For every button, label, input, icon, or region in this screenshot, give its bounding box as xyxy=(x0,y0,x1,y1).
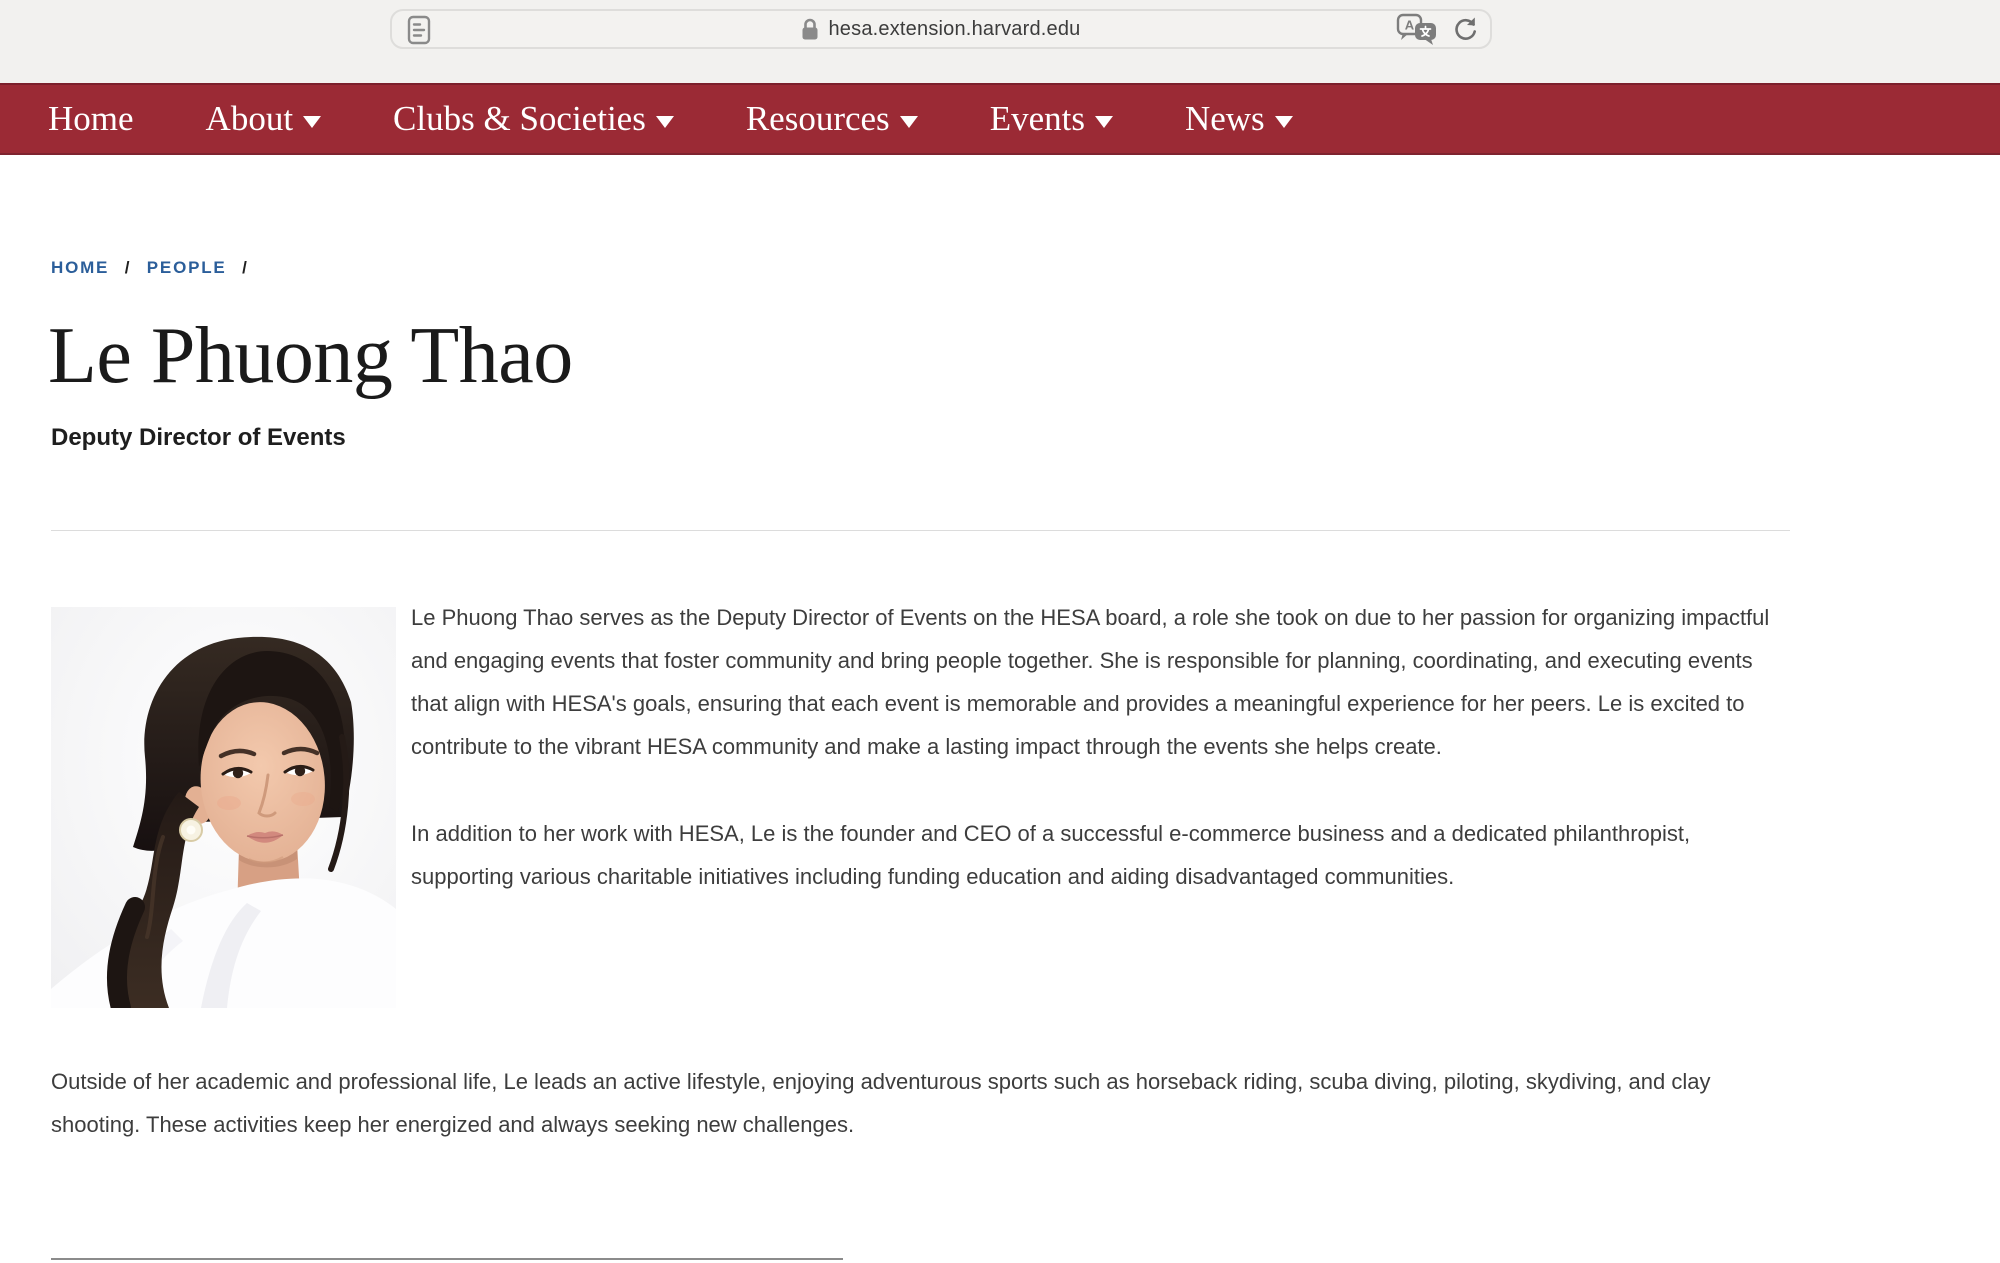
bio-text-fullwidth xyxy=(51,1060,1791,1146)
breadcrumb-link-home[interactable]: HOME xyxy=(51,258,110,277)
chevron-down-icon xyxy=(303,116,321,128)
translate-icon[interactable] xyxy=(1396,12,1438,46)
address-bar[interactable] xyxy=(390,9,1492,49)
footer-divider xyxy=(51,1258,843,1260)
nav-item-label: Clubs & Societies xyxy=(393,99,646,138)
bio-text-column xyxy=(411,596,1790,942)
section-divider xyxy=(51,530,1790,531)
browser-toolbar xyxy=(0,0,2000,83)
svg-text:A: A xyxy=(1404,17,1415,33)
bio-paragraph-1: Le Phuong Thao serves as the Deputy Director of Events on the HESA board, a role she took on due to her passion for organizing impactful and engaging events that foster community and bring people together. She is responsible for planning, coordinating, and executing events that align with HESA's goals, ensuring that each event is memorable and provides a meaningful experience for her peers. Le is excited to contribute to the vibrant HESA community and make a lasting impact through the events she helps create. xyxy=(411,605,1770,759)
nav-item-resources[interactable] xyxy=(746,99,918,139)
primary-navigation xyxy=(0,83,2000,155)
nav-item-label: About xyxy=(205,99,294,138)
breadcrumb-separator: / xyxy=(242,258,249,277)
breadcrumb-link-people[interactable]: PEOPLE xyxy=(146,258,227,277)
reader-view-icon[interactable] xyxy=(406,16,432,44)
breadcrumb-separator: / xyxy=(124,258,132,277)
nav-item-label: News xyxy=(1184,99,1265,138)
nav-item-about[interactable] xyxy=(206,99,322,139)
profile-photo xyxy=(51,607,396,1008)
page-title: Le Phuong Thao xyxy=(48,312,573,400)
lock-icon xyxy=(801,17,819,41)
nav-item-home[interactable] xyxy=(48,99,134,139)
nav-item-label: Resources xyxy=(745,99,890,138)
nav-item-events[interactable] xyxy=(990,99,1113,139)
page-subtitle: Deputy Director of Events xyxy=(51,424,346,451)
address-bar-url[interactable]: hesa.extension.harvard.edu xyxy=(828,17,1081,40)
bio-paragraph-3: Outside of her academic and professional life, Le leads an active lifestyle, enjoying adventurous sports such as horseback riding, scuba diving, piloting, skydiving, and clay shooting. These activities keep her energized and always seeking new challenges. xyxy=(51,1069,1711,1137)
nav-item-label: Events xyxy=(989,99,1085,138)
bio-paragraph-2: In addition to her work with HESA, Le is the founder and CEO of a successful e-commerce business and a dedicated philanthropist, supporting various charitable initiatives including funding education and aiding disadvantaged communities. xyxy=(411,821,1691,889)
chevron-down-icon xyxy=(656,116,674,128)
chevron-down-icon xyxy=(900,116,918,128)
chevron-down-icon xyxy=(1095,116,1113,128)
reload-icon[interactable] xyxy=(1452,15,1478,43)
nav-item-news[interactable] xyxy=(1185,99,1293,139)
chevron-down-icon xyxy=(1275,116,1293,128)
nav-item-clubs-societies[interactable] xyxy=(393,99,674,139)
breadcrumb xyxy=(51,258,258,278)
nav-item-label: Home xyxy=(48,99,134,138)
